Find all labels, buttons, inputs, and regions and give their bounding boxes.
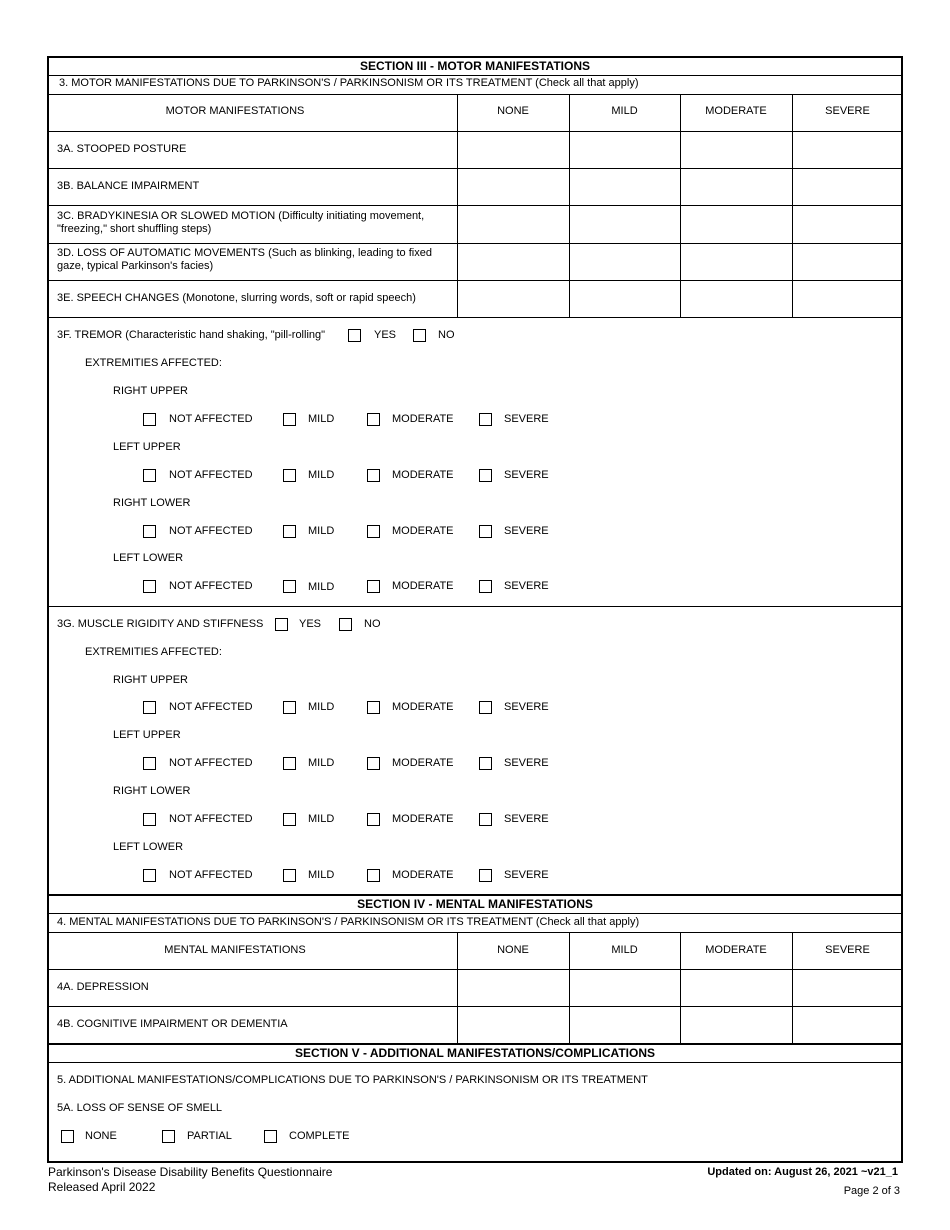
rigidity-lu-not-affected-checkbox[interactable] [143,757,156,770]
smell-partial-checkbox[interactable] [162,1130,175,1143]
option-label: NOT AFFECTED [169,469,253,481]
col-header-mild: MILD [611,944,638,956]
option-label: MILD [308,813,335,825]
tremor-ll-moderate-checkbox[interactable] [367,580,380,593]
section-5-title: SECTION V - ADDITIONAL MANIFESTATIONS/COMPLICATIONS [295,1046,655,1060]
rigidity-lu-severe-checkbox[interactable] [479,757,492,770]
option-label: NOT AFFECTED [169,413,253,425]
col-header-mild: MILD [611,105,638,117]
tremor-limb-label: LEFT LOWER [113,552,184,564]
tremor-yes-label: YES [374,329,397,341]
smell-option-label: NONE [85,1130,117,1142]
rigidity-rl-moderate-checkbox[interactable] [367,813,380,826]
option-label: NOT AFFECTED [169,580,253,592]
tremor-ll-severe-checkbox[interactable] [479,580,492,593]
option-label: MILD [308,869,335,881]
section-3-question: 3. MOTOR MANIFESTATIONS DUE TO PARKINSON'S / PARKINSONISM OR ITS TREATMENT (Check all that apply) [59,77,639,89]
tremor-ru-moderate-checkbox[interactable] [367,413,380,426]
option-label: MILD [308,581,335,593]
option-label: MODERATE [392,413,454,425]
option-label: MILD [308,469,335,481]
tremor-no-label: NO [438,329,455,341]
option-label: MODERATE [392,701,454,713]
tremor-extremities-label: EXTREMITIES AFFECTED: [85,357,222,369]
rigidity-no-label: NO [364,618,381,630]
rigidity-lu-mild-checkbox[interactable] [283,757,296,770]
option-label: SEVERE [504,525,549,537]
option-label: SEVERE [504,869,549,881]
tremor-lu-moderate-checkbox[interactable] [367,469,380,482]
tremor-lu-not-affected-checkbox[interactable] [143,469,156,482]
rigidity-yes-checkbox[interactable] [275,618,288,631]
section-5-question: 5. ADDITIONAL MANIFESTATIONS/COMPLICATIONS DUE TO PARKINSON'S / PARKINSONISM OR ITS TREATMENT [57,1074,648,1086]
option-label: NOT AFFECTED [169,813,253,825]
section-3-title: SECTION III - MOTOR MANIFESTATIONS [360,59,590,73]
rigidity-limb-label: LEFT LOWER [113,841,184,853]
smell-complete-checkbox[interactable] [264,1130,277,1143]
option-label: SEVERE [504,701,549,713]
tremor-ll-mild-checkbox[interactable] [283,580,296,593]
row-3c-label: 3C. BRADYKINESIA OR SLOWED MOTION (Difficulty initiating movement, "freezing," short shuffling steps) [57,210,425,235]
col-header-mental: MENTAL MANIFESTATIONS [164,944,306,956]
tremor-rl-moderate-checkbox[interactable] [367,525,380,538]
option-label: SEVERE [504,580,549,592]
option-label: NOT AFFECTED [169,701,253,713]
section-4-title: SECTION IV - MENTAL MANIFESTATIONS [357,897,593,911]
col-header-severe: SEVERE [825,105,870,117]
col-header-severe: SEVERE [825,944,870,956]
smell-option-label: COMPLETE [289,1130,350,1142]
option-label: NOT AFFECTED [169,757,253,769]
rigidity-ll-moderate-checkbox[interactable] [367,869,380,882]
rigidity-ru-mild-checkbox[interactable] [283,701,296,714]
rigidity-limb-label: RIGHT UPPER [113,674,188,686]
footer-released: Released April 2022 [48,1180,156,1194]
rigidity-ru-severe-checkbox[interactable] [479,701,492,714]
row-3a-label: 3A. STOOPED POSTURE [57,143,187,155]
option-label: MODERATE [392,869,454,881]
tremor-limb-label: RIGHT UPPER [113,385,188,397]
row-3d-label: 3D. LOSS OF AUTOMATIC MOVEMENTS (Such as blinking, leading to fixed gaze, typical Parkinson's facies) [57,247,432,272]
rigidity-yes-label: YES [299,618,322,630]
row-4a-label: 4A. DEPRESSION [57,981,149,993]
option-label: MODERATE [392,813,454,825]
row-3e-label: 3E. SPEECH CHANGES (Monotone, slurring words, soft or rapid speech) [57,292,416,304]
rigidity-label: 3G. MUSCLE RIGIDITY AND STIFFNESS [57,618,264,630]
row-3b-label: 3B. BALANCE IMPAIRMENT [57,180,200,192]
tremor-ru-not-affected-checkbox[interactable] [143,413,156,426]
col-header-none: NONE [497,105,529,117]
option-label: SEVERE [504,813,549,825]
rigidity-ll-severe-checkbox[interactable] [479,869,492,882]
tremor-limb-label: LEFT UPPER [113,441,181,453]
tremor-lu-severe-checkbox[interactable] [479,469,492,482]
rigidity-rl-mild-checkbox[interactable] [283,813,296,826]
smell-label: 5A. LOSS OF SENSE OF SMELL [57,1102,223,1114]
tremor-ru-severe-checkbox[interactable] [479,413,492,426]
footer-updated: Updated on: August 26, 2021 ~v21_1 [707,1166,898,1178]
tremor-lu-mild-checkbox[interactable] [283,469,296,482]
option-label: MILD [308,413,335,425]
rigidity-extremities-label: EXTREMITIES AFFECTED: [85,646,222,658]
col-header-moderate: MODERATE [705,944,767,956]
rigidity-lu-moderate-checkbox[interactable] [367,757,380,770]
questionnaire-form [47,56,903,1163]
option-label: MILD [308,525,335,537]
option-label: SEVERE [504,757,549,769]
col-header-moderate: MODERATE [705,105,767,117]
row-4b-label: 4B. COGNITIVE IMPAIRMENT OR DEMENTIA [57,1018,288,1030]
tremor-ru-mild-checkbox[interactable] [283,413,296,426]
col-header-motor: MOTOR MANIFESTATIONS [165,105,305,117]
option-label: MILD [308,757,335,769]
footer-form-name: Parkinson's Disease Disability Benefits Questionnaire [48,1165,333,1179]
tremor-yes-checkbox[interactable] [348,329,361,342]
option-label: MODERATE [392,469,454,481]
rigidity-limb-label: RIGHT LOWER [113,785,191,797]
rigidity-limb-label: LEFT UPPER [113,729,181,741]
tremor-rl-severe-checkbox[interactable] [479,525,492,538]
tremor-limb-label: RIGHT LOWER [113,497,191,509]
option-label: NOT AFFECTED [169,525,253,537]
smell-option-label: PARTIAL [187,1130,232,1142]
rigidity-ru-moderate-checkbox[interactable] [367,701,380,714]
rigidity-rl-severe-checkbox[interactable] [479,813,492,826]
smell-none-checkbox[interactable] [61,1130,74,1143]
option-label: SEVERE [504,469,549,481]
tremor-label: 3F. TREMOR (Characteristic hand shaking, "pill-rolling" [57,329,326,341]
rigidity-ru-not-affected-checkbox[interactable] [143,701,156,714]
option-label: MODERATE [392,580,454,592]
tremor-no-checkbox[interactable] [413,329,426,342]
option-label: MODERATE [392,757,454,769]
tremor-rl-mild-checkbox[interactable] [283,525,296,538]
col-header-none: NONE [497,944,529,956]
tremor-ll-not-affected-checkbox[interactable] [143,580,156,593]
option-label: SEVERE [504,413,549,425]
section-4-question: 4. MENTAL MANIFESTATIONS DUE TO PARKINSON'S / PARKINSONISM OR ITS TREATMENT (Check all that apply) [57,916,640,928]
tremor-rl-not-affected-checkbox[interactable] [143,525,156,538]
option-label: MODERATE [392,525,454,537]
footer-page-number: Page 2 of 3 [843,1185,900,1197]
rigidity-rl-not-affected-checkbox[interactable] [143,813,156,826]
rigidity-no-checkbox[interactable] [339,618,352,631]
rigidity-ll-not-affected-checkbox[interactable] [143,869,156,882]
option-label: NOT AFFECTED [169,869,253,881]
rigidity-ll-mild-checkbox[interactable] [283,869,296,882]
option-label: MILD [308,701,335,713]
